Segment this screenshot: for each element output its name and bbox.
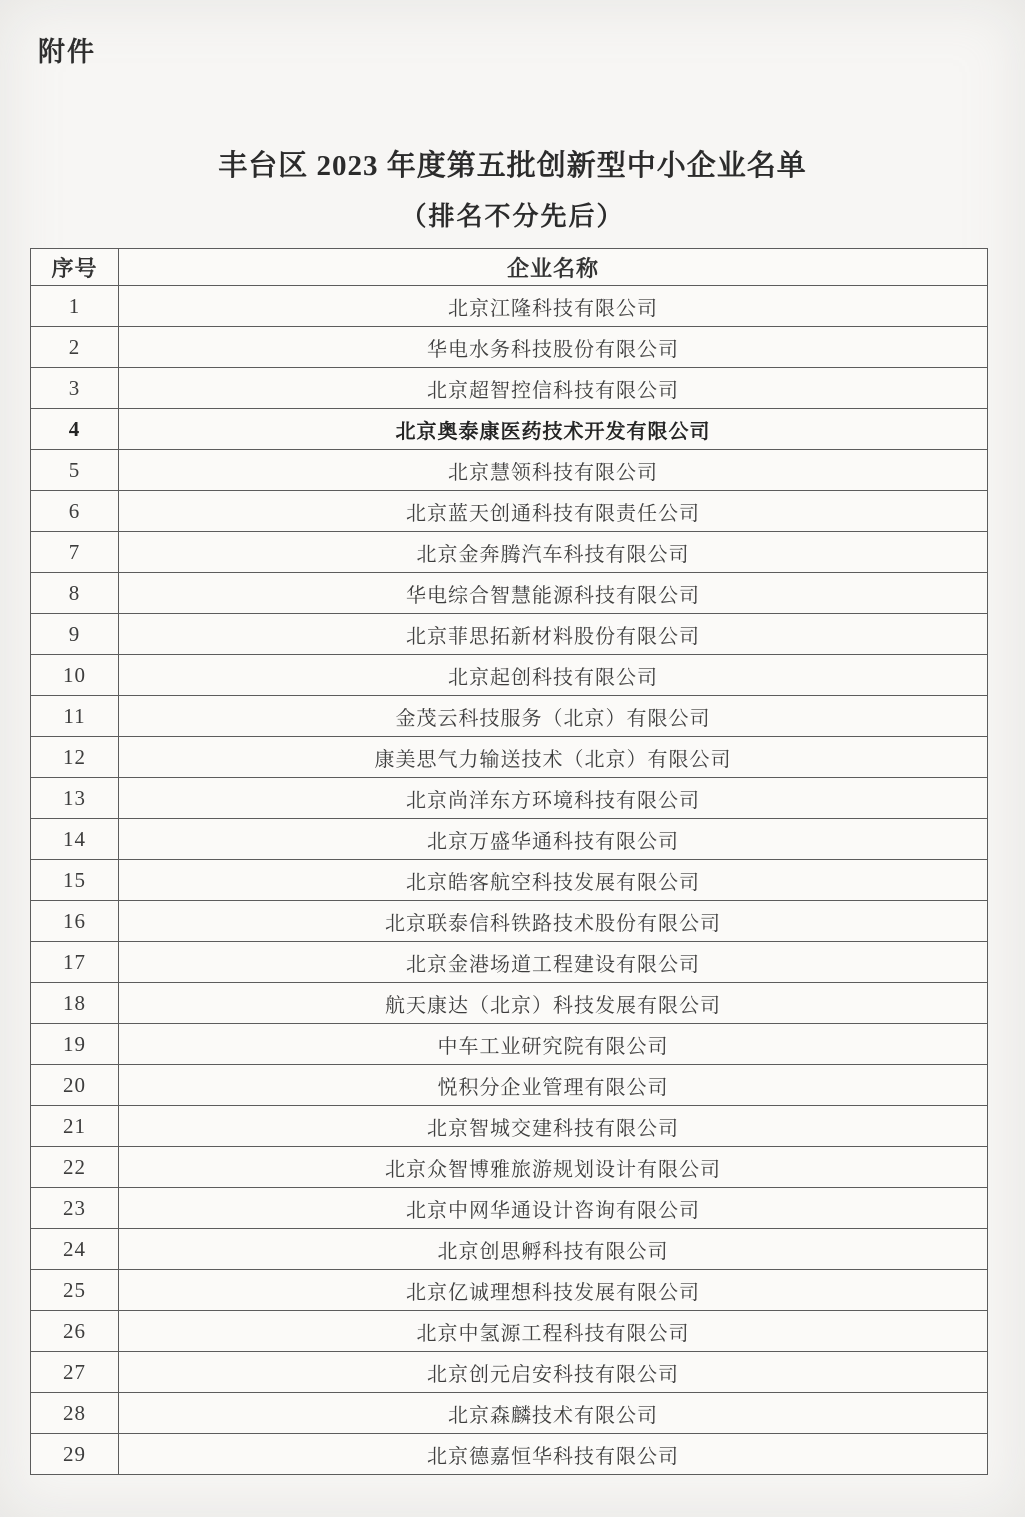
row-index-cell: 11 xyxy=(31,696,119,737)
row-index-cell: 5 xyxy=(31,450,119,491)
company-name-cell: 北京中网华通设计咨询有限公司 xyxy=(119,1188,988,1229)
row-index-cell: 23 xyxy=(31,1188,119,1229)
company-name-cell: 北京万盛华通科技有限公司 xyxy=(119,819,988,860)
table-row xyxy=(31,450,988,491)
company-name-cell: 北京金港场道工程建设有限公司 xyxy=(119,942,988,983)
row-index-cell: 8 xyxy=(31,573,119,614)
company-name-cell: 北京金奔腾汽车科技有限公司 xyxy=(119,532,988,573)
company-name-cell: 北京中氢源工程科技有限公司 xyxy=(119,1311,988,1352)
table-row xyxy=(31,778,988,819)
company-name-cell: 北京众智博雅旅游规划设计有限公司 xyxy=(119,1147,988,1188)
company-name-cell: 北京亿诚理想科技发展有限公司 xyxy=(119,1270,988,1311)
attachment-label: 附件 xyxy=(38,37,96,67)
company-name-cell: 北京起创科技有限公司 xyxy=(119,655,988,696)
table-row xyxy=(31,614,988,655)
table-row xyxy=(31,901,988,942)
table-row xyxy=(31,491,988,532)
row-index-cell: 21 xyxy=(31,1106,119,1147)
company-name-cell: 北京皓客航空科技发展有限公司 xyxy=(119,860,988,901)
row-index-cell: 22 xyxy=(31,1147,119,1188)
table-row xyxy=(31,819,988,860)
page-subtitle: （排名不分先后） xyxy=(400,202,625,231)
row-index-cell: 25 xyxy=(31,1270,119,1311)
company-name-cell: 北京德嘉恒华科技有限公司 xyxy=(119,1434,988,1475)
company-name-cell: 悦积分企业管理有限公司 xyxy=(119,1065,988,1106)
table-header-row xyxy=(31,249,988,286)
table-row xyxy=(31,409,988,450)
company-name-cell: 北京创元启安科技有限公司 xyxy=(119,1352,988,1393)
company-name-cell: 华电综合智慧能源科技有限公司 xyxy=(119,573,988,614)
row-index-cell: 9 xyxy=(31,614,119,655)
table-row xyxy=(31,1434,988,1475)
row-index-cell: 10 xyxy=(31,655,119,696)
column-header-index: 序号 xyxy=(31,249,119,286)
company-name-cell: 北京奥泰康医药技术开发有限公司 xyxy=(119,409,988,450)
company-name-cell: 康美思气力输送技术（北京）有限公司 xyxy=(119,737,988,778)
row-index-cell: 15 xyxy=(31,860,119,901)
company-name-cell: 北京菲思拓新材料股份有限公司 xyxy=(119,614,988,655)
table-row xyxy=(31,1188,988,1229)
table-row xyxy=(31,573,988,614)
table-row xyxy=(31,368,988,409)
table-row xyxy=(31,1352,988,1393)
row-index-cell: 12 xyxy=(31,737,119,778)
company-name-cell: 北京蓝天创通科技有限责任公司 xyxy=(119,491,988,532)
company-name-cell: 北京慧领科技有限公司 xyxy=(119,450,988,491)
table-row xyxy=(31,1229,988,1270)
table-row xyxy=(31,696,988,737)
table-row xyxy=(31,1065,988,1106)
table-row xyxy=(31,655,988,696)
table-row xyxy=(31,1270,988,1311)
row-index-cell: 18 xyxy=(31,983,119,1024)
company-name-cell: 北京智城交建科技有限公司 xyxy=(119,1106,988,1147)
company-name-cell: 中车工业研究院有限公司 xyxy=(119,1024,988,1065)
row-index-cell: 14 xyxy=(31,819,119,860)
company-name-cell: 北京森麟技术有限公司 xyxy=(119,1393,988,1434)
page-title: 丰台区 2023 年度第五批创新型中小企业名单 xyxy=(218,150,807,182)
company-name-cell: 金茂云科技服务（北京）有限公司 xyxy=(119,696,988,737)
table-row xyxy=(31,983,988,1024)
row-index-cell: 26 xyxy=(31,1311,119,1352)
row-index-cell: 27 xyxy=(31,1352,119,1393)
row-index-cell: 28 xyxy=(31,1393,119,1434)
row-index-cell: 2 xyxy=(31,327,119,368)
table-row xyxy=(31,942,988,983)
company-name-cell: 北京创思孵科技有限公司 xyxy=(119,1229,988,1270)
row-index-cell: 17 xyxy=(31,942,119,983)
table-row xyxy=(31,1393,988,1434)
row-index-cell: 7 xyxy=(31,532,119,573)
table-row xyxy=(31,737,988,778)
row-index-cell: 1 xyxy=(31,286,119,327)
row-index-cell: 20 xyxy=(31,1065,119,1106)
company-name-cell: 航天康达（北京）科技发展有限公司 xyxy=(119,983,988,1024)
company-name-cell: 华电水务科技股份有限公司 xyxy=(119,327,988,368)
row-index-cell: 13 xyxy=(31,778,119,819)
row-index-cell: 29 xyxy=(31,1434,119,1475)
table-row xyxy=(31,860,988,901)
company-name-cell: 北京尚洋东方环境科技有限公司 xyxy=(119,778,988,819)
table-row xyxy=(31,1147,988,1188)
row-index-cell: 6 xyxy=(31,491,119,532)
row-index-cell: 16 xyxy=(31,901,119,942)
table-row xyxy=(31,532,988,573)
company-table xyxy=(30,248,988,1475)
row-index-cell: 19 xyxy=(31,1024,119,1065)
company-name-cell: 北京江隆科技有限公司 xyxy=(119,286,988,327)
row-index-cell: 3 xyxy=(31,368,119,409)
company-name-cell: 北京联泰信科铁路技术股份有限公司 xyxy=(119,901,988,942)
table-row xyxy=(31,286,988,327)
table-row xyxy=(31,327,988,368)
company-name-cell: 北京超智控信科技有限公司 xyxy=(119,368,988,409)
column-header-company-name: 企业名称 xyxy=(119,249,988,286)
table-row xyxy=(31,1106,988,1147)
table-row xyxy=(31,1024,988,1065)
row-index-cell: 4 xyxy=(31,409,119,450)
row-index-cell: 24 xyxy=(31,1229,119,1270)
table-row xyxy=(31,1311,988,1352)
